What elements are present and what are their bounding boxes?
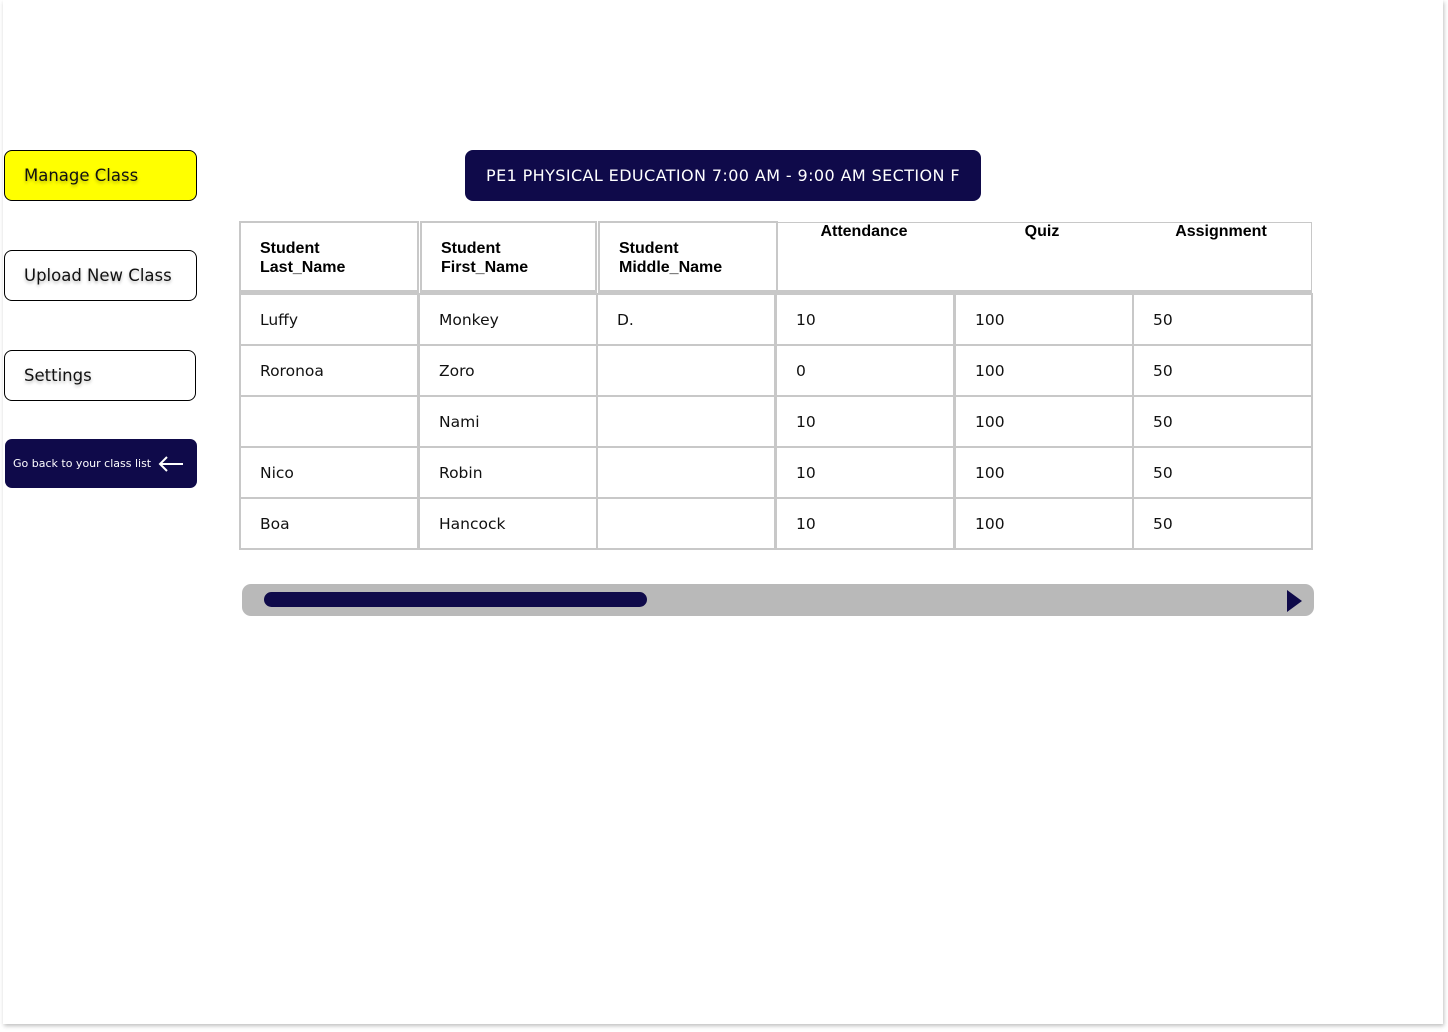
cell-first-name[interactable]: Robin xyxy=(418,446,598,499)
table-row xyxy=(239,344,1313,395)
back-to-class-list-button[interactable] xyxy=(5,439,197,488)
cell-first-name[interactable]: Nami xyxy=(418,395,598,448)
cell-assignment[interactable]: 50 xyxy=(1132,395,1313,448)
table-body xyxy=(239,293,1313,548)
class-title: PE1 PHYSICAL EDUCATION 7:00 AM - 9:00 AM SECTION F xyxy=(486,166,960,185)
cell-quiz[interactable]: 100 xyxy=(954,344,1134,397)
cell-assignment[interactable]: 50 xyxy=(1132,446,1313,499)
cell-quiz[interactable]: 100 xyxy=(954,446,1134,499)
settings-label: Settings xyxy=(24,366,92,385)
header-scores-group xyxy=(777,222,1312,293)
cell-middle-name[interactable] xyxy=(596,344,776,397)
header-first-name-line2: First_Name xyxy=(441,259,529,276)
cell-middle-name[interactable] xyxy=(596,497,776,550)
header-first-name[interactable] xyxy=(420,221,597,293)
cell-assignment[interactable]: 50 xyxy=(1132,344,1313,397)
upload-new-class-label: Upload New Class xyxy=(24,266,172,285)
header-last-name-line1: Student xyxy=(260,240,320,257)
cell-attendance[interactable]: 10 xyxy=(775,497,955,550)
arrow-left-icon xyxy=(157,456,185,472)
cell-last-name[interactable]: Boa xyxy=(239,497,419,550)
cell-last-name[interactable] xyxy=(239,395,419,448)
manage-class-label: Manage Class xyxy=(24,166,139,185)
table-row xyxy=(239,497,1313,548)
cell-attendance[interactable]: 10 xyxy=(775,395,955,448)
cell-assignment[interactable]: 50 xyxy=(1132,293,1313,346)
cell-assignment[interactable]: 50 xyxy=(1132,497,1313,550)
header-middle-name-line2: Middle_Name xyxy=(619,259,723,276)
table-row xyxy=(239,395,1313,446)
scroll-right-arrow-icon[interactable] xyxy=(1287,590,1302,612)
cell-middle-name[interactable] xyxy=(596,446,776,499)
scrollbar-thumb[interactable] xyxy=(264,592,647,607)
cell-middle-name[interactable]: D. xyxy=(596,293,776,346)
horizontal-scrollbar[interactable] xyxy=(242,584,1314,616)
cell-attendance[interactable]: 0 xyxy=(775,344,955,397)
cell-attendance[interactable]: 10 xyxy=(775,293,955,346)
table-row xyxy=(239,293,1313,344)
cell-first-name[interactable]: Hancock xyxy=(418,497,598,550)
upload-new-class-button[interactable] xyxy=(4,250,197,301)
class-title-banner xyxy=(465,150,981,201)
header-attendance[interactable]: Attendance xyxy=(820,223,908,240)
header-middle-name-line1: Student xyxy=(619,240,679,257)
cell-last-name[interactable]: Luffy xyxy=(239,293,419,346)
cell-last-name[interactable]: Nico xyxy=(239,446,419,499)
header-last-name[interactable] xyxy=(239,221,419,293)
back-to-class-list-label: Go back to your class list xyxy=(13,457,152,470)
header-first-name-line1: Student xyxy=(441,240,501,257)
cell-quiz[interactable]: 100 xyxy=(954,497,1134,550)
cell-last-name[interactable]: Roronoa xyxy=(239,344,419,397)
grades-table xyxy=(239,221,1313,548)
header-middle-name[interactable] xyxy=(598,221,778,293)
cell-first-name[interactable]: Monkey xyxy=(418,293,598,346)
cell-attendance[interactable]: 10 xyxy=(775,446,955,499)
header-assignment[interactable]: Assignment xyxy=(1175,223,1267,240)
table-row xyxy=(239,446,1313,497)
settings-button[interactable] xyxy=(4,350,196,401)
cell-quiz[interactable]: 100 xyxy=(954,395,1134,448)
header-last-name-line2: Last_Name xyxy=(260,259,346,276)
table-header-row xyxy=(239,221,1313,293)
header-quiz[interactable]: Quiz xyxy=(1024,223,1060,240)
cell-quiz[interactable]: 100 xyxy=(954,293,1134,346)
cell-middle-name[interactable] xyxy=(596,395,776,448)
manage-class-button[interactable] xyxy=(4,150,197,201)
cell-first-name[interactable]: Zoro xyxy=(418,344,598,397)
